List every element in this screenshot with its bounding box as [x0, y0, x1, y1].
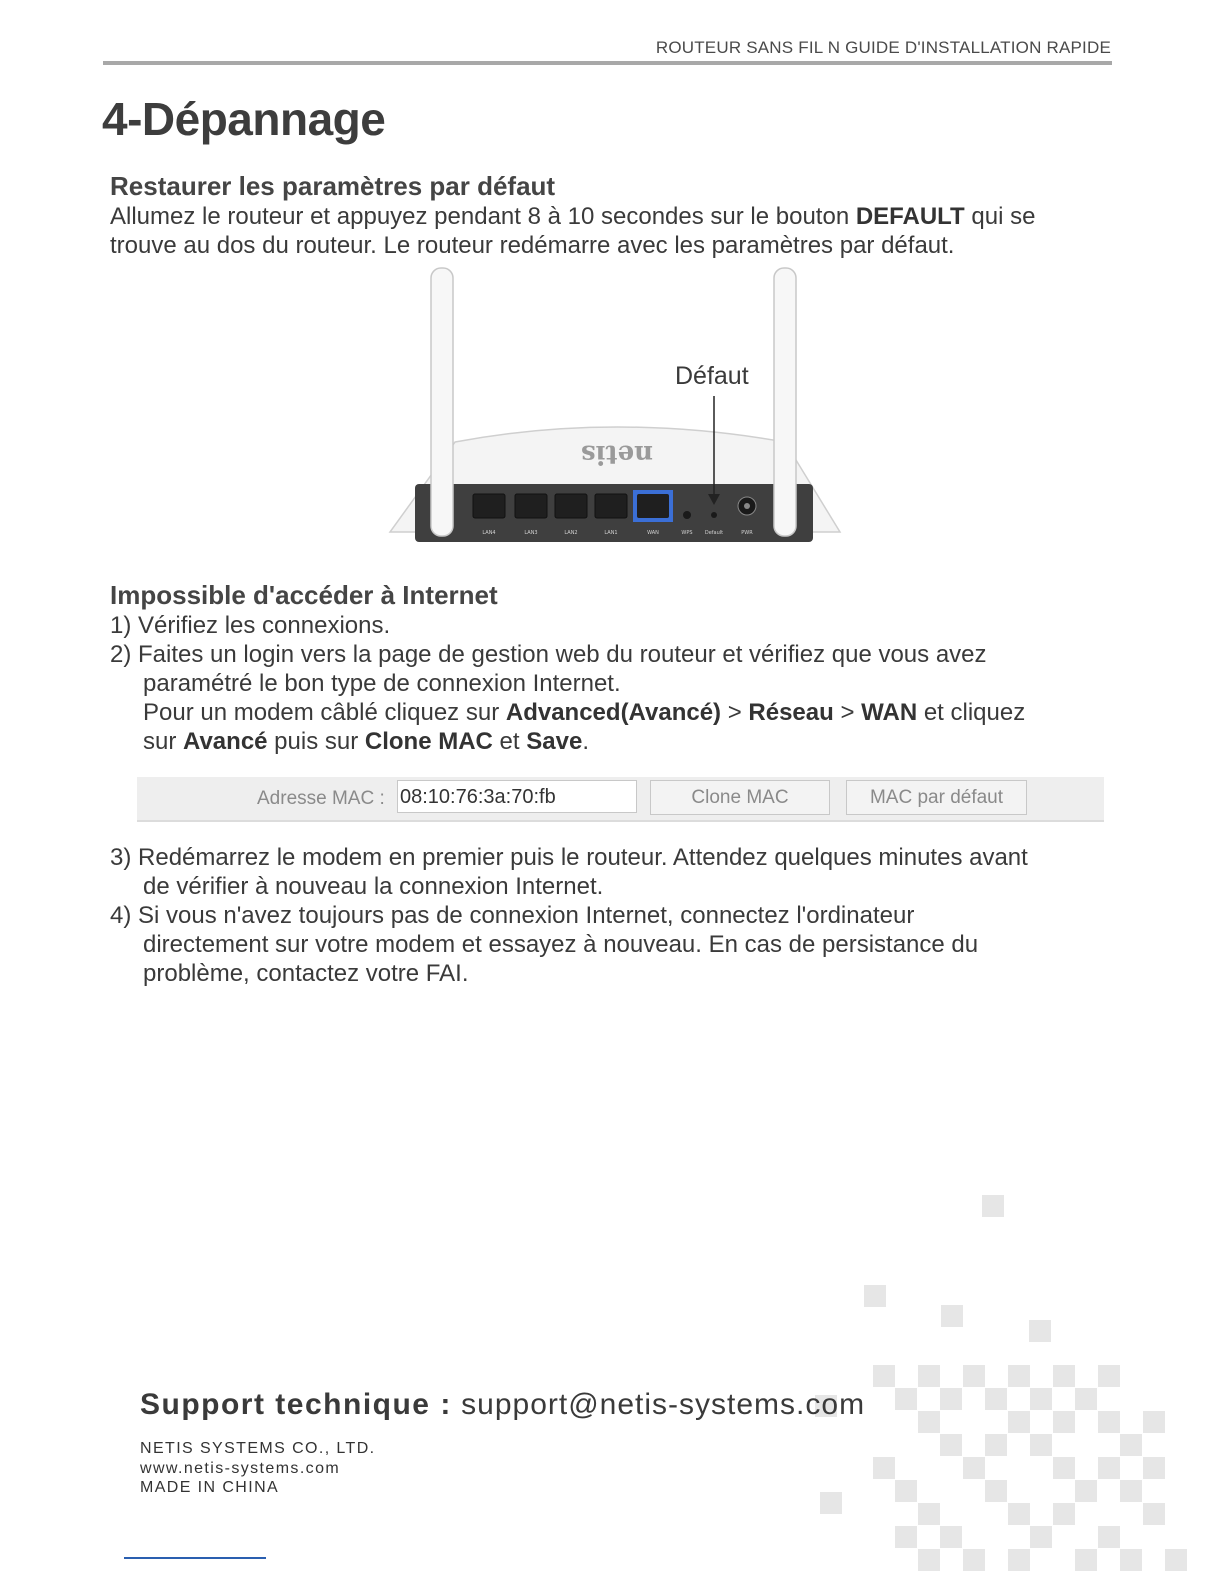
support-email[interactable]: support@netis-systems.com: [451, 1388, 866, 1421]
support-label: Support technique :: [140, 1388, 452, 1421]
lan3-port: [515, 494, 547, 518]
page-title: 4-Dépannage: [102, 93, 386, 145]
step-4-line2: directement sur votre modem et essayez à nouveau. En cas de persistance du: [143, 931, 979, 958]
antenna-left: [431, 268, 453, 536]
step-3-line1: 3) Redémarrez le modem en premier puis le routeur. Attendez quelques minutes avant: [110, 844, 1028, 871]
step-4-line1: 4) Si vous n'avez toujours pas de connexion Internet, connectez l'ordinateur: [110, 902, 915, 929]
internet-heading: Impossible d'accéder à Internet: [110, 580, 498, 610]
step-1: 1) Vérifiez les connexions.: [110, 612, 391, 639]
port-label-lan4: LAN4: [482, 530, 496, 536]
step-4-line3: problème, contactez votre FAI.: [143, 960, 469, 987]
wps-button: [683, 511, 691, 519]
default-callout-label: Défaut: [675, 362, 749, 390]
port-label-wan: WAN: [647, 530, 659, 536]
header-divider: [103, 61, 1112, 65]
wan-port: [637, 494, 669, 518]
antenna-right: [774, 268, 796, 536]
port-label-lan1: LAN1: [604, 530, 618, 536]
mac-address-input[interactable]: 08:10:76:3a:70:fb: [397, 780, 637, 813]
restore-heading: Restaurer les paramètres par défaut: [110, 171, 556, 201]
company-website[interactable]: www.netis-systems.com: [140, 1460, 341, 1477]
lan1-port: [595, 494, 627, 518]
mac-clone-form: [137, 777, 1104, 822]
company-name: NETIS SYSTEMS CO., LTD.: [140, 1440, 376, 1457]
restore-paragraph-line1: Allumez le routeur et appuyez pendant 8 à 10 secondes sur le bouton DEFAULT qui se: [110, 203, 1036, 230]
default-button: [711, 512, 717, 518]
port-label-default: Default: [704, 530, 724, 536]
footer-divider: [124, 1557, 266, 1559]
step-2-line2: paramétré le bon type de connexion Internet.: [143, 670, 621, 697]
router-back-diagram: [385, 262, 845, 552]
clone-mac-button[interactable]: Clone MAC: [650, 780, 830, 815]
mac-address-label: Adresse MAC :: [257, 788, 385, 809]
port-label-lan2: LAN2: [564, 530, 578, 536]
step-2-line3: Pour un modem câblé cliquez sur Advanced(Avancé) > Réseau > WAN et cliquez: [143, 699, 1026, 726]
step-3-line2: de vérifier à nouveau la connexion Internet.: [143, 873, 604, 900]
made-in: MADE IN CHINA: [140, 1479, 280, 1496]
step-2-line1: 2) Faites un login vers la page de gestion web du routeur et vérifiez que vous avez: [110, 641, 987, 668]
decorative-squares: [810, 1185, 1224, 1584]
restore-paragraph-line2: trouve au dos du routeur. Le routeur redémarre avec les paramètres par défaut.: [110, 232, 955, 259]
default-mac-button[interactable]: MAC par défaut: [846, 780, 1027, 815]
support-line: [140, 1388, 865, 1422]
port-label-wps: WPS: [681, 530, 693, 536]
port-label-pwr: PWR: [741, 530, 753, 536]
port-label-lan3: LAN3: [524, 530, 538, 536]
header-title: ROUTEUR SANS FIL N GUIDE D'INSTALLATION RAPIDE: [655, 38, 1111, 57]
step-2-line4: sur Avancé puis sur Clone MAC et Save.: [143, 728, 589, 755]
lan4-port: [473, 494, 505, 518]
brand-logo: netis: [581, 439, 653, 469]
lan2-port: [555, 494, 587, 518]
